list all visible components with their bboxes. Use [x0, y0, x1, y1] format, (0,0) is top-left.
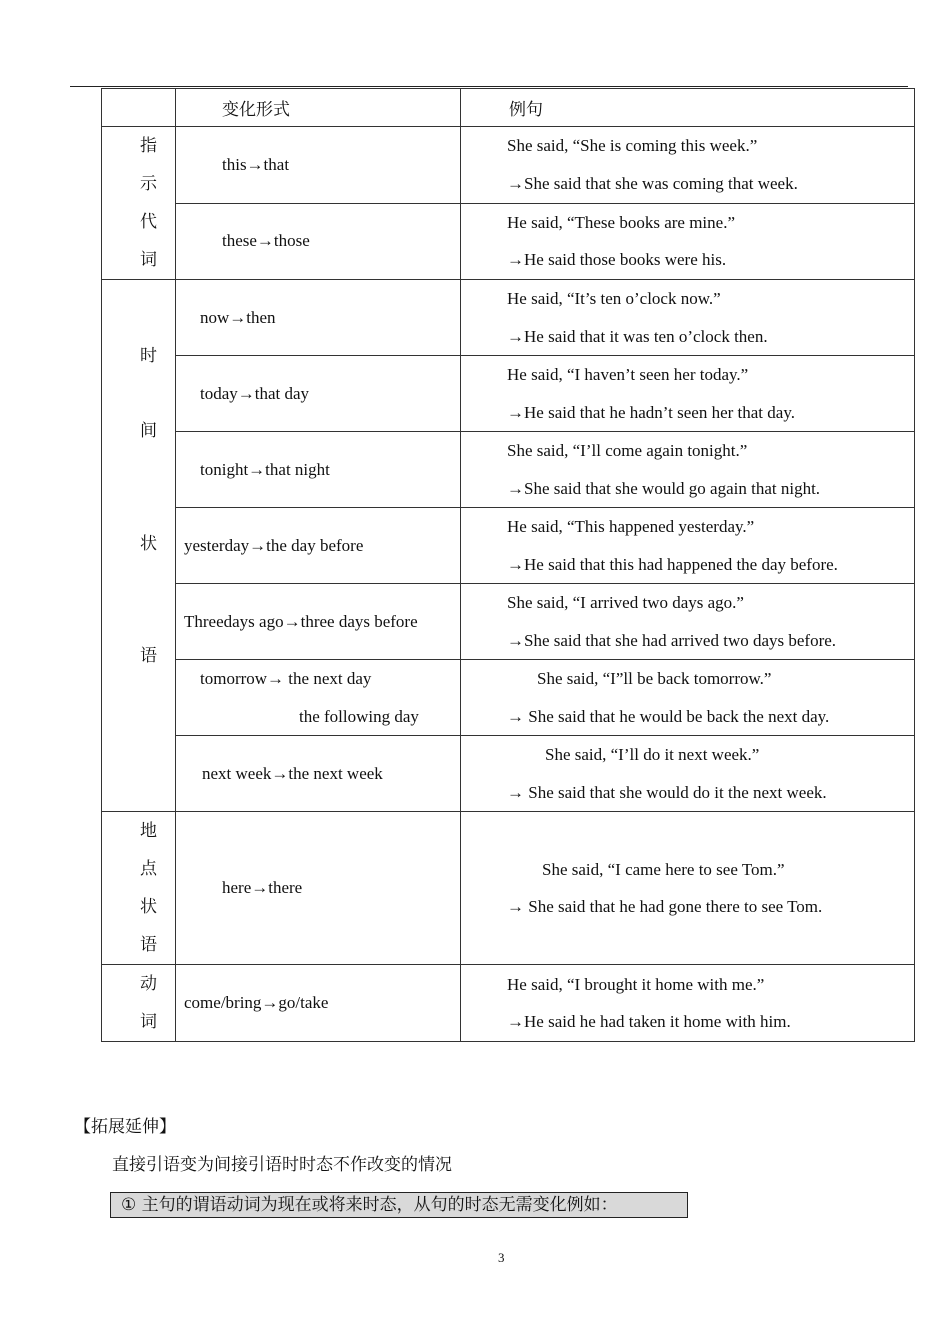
category-place: 地 点 状 语 — [102, 812, 176, 965]
example-cell: She said, “I’ll do it next week.” → She said that she would do it the next week. — [461, 736, 915, 812]
category-demonstrative: 指 示 代 词 — [102, 127, 176, 280]
example-cell: She said, “I came here to see Tom.” → She said that he had gone there to see Tom. — [461, 812, 915, 965]
form-cell: tonight→that night — [176, 432, 461, 508]
example-cell: He said, “These books are mine.” →He said those books were his. — [461, 203, 915, 280]
form-cell: Threedays ago→three days before — [176, 584, 461, 660]
table-row — [102, 432, 915, 508]
example-cell: He said, “I haven’t seen her today.” →He said that he hadn’t seen her that day. — [461, 356, 915, 432]
example-cell: She said, “I arrived two days ago.” →She said that she had arrived two days before. — [461, 584, 915, 660]
header-empty-cell — [102, 89, 176, 127]
table-row — [102, 812, 915, 965]
top-rule — [70, 86, 908, 87]
indirect-speech-table — [101, 88, 915, 1042]
example-cell: She said, “I”ll be back tomorrow.” → She said that he would be back the next day. — [461, 660, 915, 736]
example-cell: He said, “This happened yesterday.” →He said that this had happened the day before. — [461, 508, 915, 584]
header-example: 例句 — [461, 89, 915, 127]
table-row — [102, 584, 915, 660]
extension-description: 直接引语变为间接引语时时态不作改变的情况 — [112, 1155, 452, 1175]
example-cell: She said, “She is coming this week.” →She said that she was coming that week. — [461, 127, 915, 204]
table-row — [102, 203, 915, 280]
example-cell: He said, “I brought it home with me.” →He said he had taken it home with him. — [461, 965, 915, 1042]
example-cell: He said, “It’s ten o’clock now.” →He said that it was ten o’clock then. — [461, 280, 915, 356]
form-cell: now→then — [176, 280, 461, 356]
header-form: 变化形式 — [176, 89, 461, 127]
form-cell: this→that — [176, 127, 461, 204]
form-cell: here→there — [176, 812, 461, 965]
form-cell: these→those — [176, 203, 461, 280]
extension-highlight-box: ① 主句的谓语动词为现在或将来时态，从句的时态无需变化例如： — [110, 1192, 688, 1218]
form-cell: come/bring→go/take — [176, 965, 461, 1042]
form-cell: yesterday→the day before — [176, 508, 461, 584]
table-row — [102, 280, 915, 356]
category-verb: 动 词 — [102, 965, 176, 1042]
table-row — [102, 508, 915, 584]
table-row — [102, 965, 915, 1042]
table-row — [102, 356, 915, 432]
table-row — [102, 736, 915, 812]
table-header-row — [102, 89, 915, 127]
category-time: 时 间 状 语 — [102, 280, 176, 812]
form-cell: next week→the next week — [176, 736, 461, 812]
form-cell: tomorrow→ the next day the following day — [176, 660, 461, 736]
page-number: 3 — [498, 1250, 505, 1265]
form-cell: today→that day — [176, 356, 461, 432]
example-cell: She said, “I’ll come again tonight.” →She said that she would go again that night. — [461, 432, 915, 508]
extension-title: 【拓展延伸】 — [74, 1117, 176, 1137]
table-row — [102, 660, 915, 736]
table-row — [102, 127, 915, 204]
